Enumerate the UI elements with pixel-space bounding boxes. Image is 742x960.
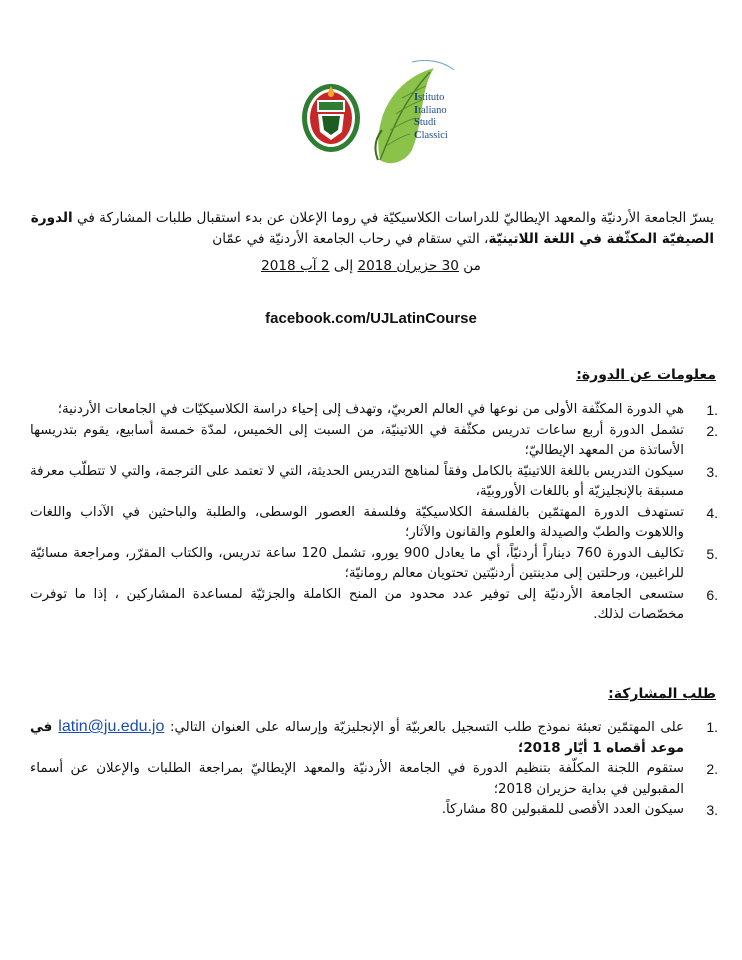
item-text: على المهتمّين تعبئة نموذج طلب التسجيل بالعربيّة أو الإنجليزيّة وإرساله على العنوان التالي:: [164, 720, 684, 735]
item-text: سيكون العدد الأقصى للمقبولين 80 مشاركاً.: [441, 802, 684, 817]
isc-line-1: Istituto: [414, 92, 445, 103]
item-number: 1.: [706, 719, 718, 735]
item-text: ستسعى الجامعة الأردنيّة إلى توفير عدد محدود من المنح الكاملة والجزئيّة لمساعدة المشاركين ، إذا ما توفرت مخصّصات لذلك.: [30, 586, 684, 622]
list-item: [30, 462, 720, 503]
list-item: [30, 421, 720, 462]
list-item: [30, 544, 720, 585]
application-title: طلب المشاركة:: [608, 686, 716, 702]
item-text: سيكون التدريس باللغة اللاتينيّة بالكامل وفقاً لمناهج التدريس الحديثة، التي لا تعتمد على الترجمة، والتي لا تتطلّب معرفة مسبقة بالإنجليزيّة أو باللغات الأوروبيّة،: [30, 463, 684, 499]
list-item: [30, 503, 720, 544]
date-prefix: من: [458, 258, 481, 274]
deadline: في موعد أقصاه 1 أيّار 2018؛: [30, 720, 684, 756]
isc-line-2: Italiano: [414, 104, 447, 116]
email-link[interactable]: latin@ju.edu.jo: [58, 718, 165, 735]
item-number: 3.: [706, 802, 718, 818]
item-text: ستقوم اللجنة المكلّفة بتنظيم الدورة في الجامعة الأردنيّة والمعهد الإيطاليّ بمراجعة الطلبات والإعلان عن أسماء المقبولين في بداية حزيران 2018؛: [30, 761, 684, 797]
list-item: [30, 800, 720, 821]
university-of-jordan-logo: [300, 82, 362, 154]
item-number: 5.: [706, 545, 718, 562]
item-text: هي الدورة المكثّفة الأولى من نوعها في العالم العربيّ، وتهدف إلى إحياء دراسة الكلاسيكيّات في الجامعات الأردنية؛: [57, 402, 684, 417]
isc-line-3: Studi: [414, 117, 437, 128]
date-start: 30 حزيران 2018: [357, 258, 459, 274]
facebook-link[interactable]: facebook.com/UJLatinCourse: [265, 310, 477, 327]
list-item: [30, 717, 720, 759]
date-end: 2 آب 2018: [261, 258, 330, 274]
item-text: تستهدف الدورة المهتمّين بالفلسفة الكلاسيكيّة وفلسفة العصور الوسطى، والطلبة والباحثين في الآداب واللغات واللاهوت والطبّ والصيدلة والعلوم والقانون والآثار؛: [30, 504, 684, 540]
item-number: 6.: [706, 586, 718, 603]
istituto-name: [414, 92, 448, 142]
course-info-title: معلومات عن الدورة:: [576, 367, 716, 383]
intro-text-1: يسرّ الجامعة الأردنيّة والمعهد الإيطاليّ للدراسات الكلاسيكيّة في روما الإعلان عن بدء استقبال طلبات المشاركة في: [72, 210, 714, 226]
item-number: 3.: [706, 463, 718, 480]
item-text: تشمل الدورة أربع ساعات تدريس مكثّفة في اللاتينيّة، من السبت إلى الخميس، لمدّة خمسة أسابيع، يقوم بتدريسها الأساتذة من المعهد الإيطاليّ؛: [30, 422, 684, 458]
application-list: [30, 717, 720, 821]
course-name: الدورة الصيفيّة المكثّفة في اللغة اللاتينيّة: [30, 210, 714, 247]
intro-text-2: ، التي ستقام في رحاب الجامعة الأردنيّة في عمّان: [212, 231, 489, 247]
course-info-list: [30, 400, 720, 626]
list-item: [30, 759, 720, 800]
item-number: 1.: [706, 402, 718, 418]
item-number: 2.: [706, 761, 718, 777]
item-number: 4.: [706, 504, 718, 521]
isc-line-4: Classici: [414, 129, 448, 141]
course-dates: [0, 258, 742, 274]
logos-header: [300, 60, 460, 170]
intro-paragraph: [24, 208, 714, 250]
list-item: [30, 400, 720, 421]
list-item: [30, 585, 720, 626]
item-number: 2.: [706, 422, 718, 439]
item-text: تكاليف الدورة 760 ديناراً أردنيّاً، أي ما يعادل 900 يورو، تشمل 120 ساعة تدريس، والكتاب المقرّر، ومراجعة مسائيّة للراغبين، ورحلتين إلى مدينتين أردنيّتين تحتويان معالم رومانيّة؛: [30, 545, 684, 581]
date-separator: إلى: [329, 258, 358, 274]
